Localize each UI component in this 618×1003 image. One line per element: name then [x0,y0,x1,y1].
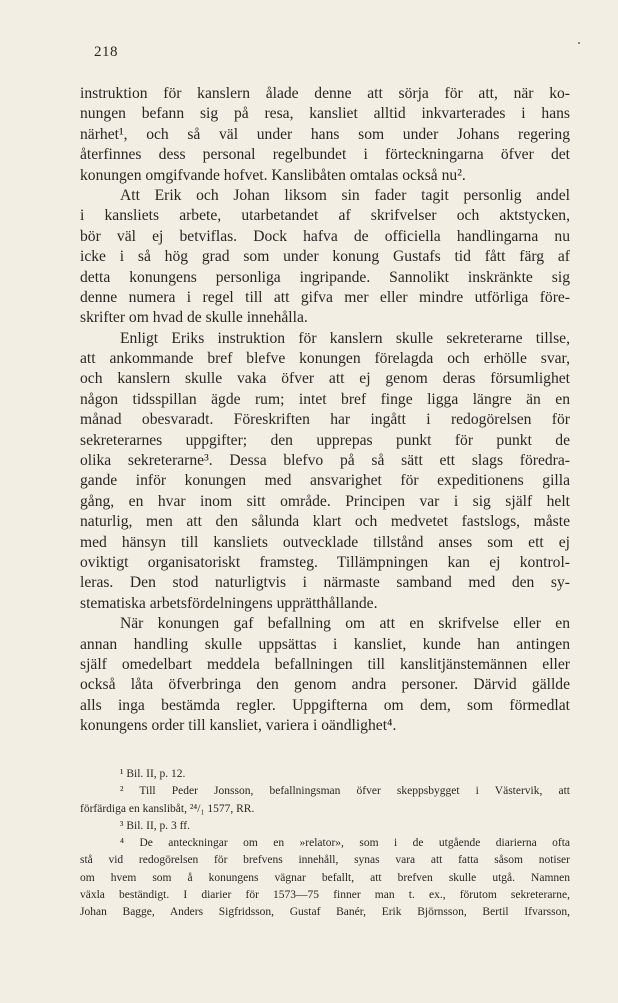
body-line: återfinnes dess personal regelbundet i förteckningarna öfver det [80,146,570,164]
footnotes [80,766,570,922]
page-number: 218 [94,44,118,60]
body-line: konungens order till kansliet, variera i oändlighet⁴. [80,717,397,735]
body-line: icke i så hög grad som under konung Gustafs tid fått färg af [80,248,570,266]
body-line: leras. Den stod naturligtvis i närmaste samband med den sy- [80,574,570,592]
body-line: alls inga bestämda regler. Uppgifterna om dem, som förmedlat [80,696,570,714]
speck [578,42,580,44]
body-line: att ankommande bref blefve konungen förelagda och erhölle svar, [80,350,570,368]
body-line: skrifter om hvad de skulle innehålla. [80,309,308,327]
body-line: detta konungens personliga ingripande. Sannolikt inskränkte sig [80,268,570,286]
footnote-line: ³ Bil. II, p. 3 ff. [120,819,190,832]
body-line: också låta öfverbringa den genom andra personer. Därvid gällde [80,676,570,694]
body-line: själf omedelbart meddela befallningen till kanslitjänstemännen eller [80,655,570,673]
body-line: Att Erik och Johan liksom sin fader tagit personlig andel [120,186,570,204]
body-line: gång, en hvar inom sitt område. Principen var i sig själf helt [80,492,570,510]
body-line: konungen omgifvande hofvet. Kanslibåten omtalas också nu². [80,166,466,184]
body-line: denne numera i regel till att gifva mer eller mindre utförliga före- [80,288,570,306]
body-text [80,84,570,737]
footnote-line: ² Till Peder Jonsson, befallningsman öfver skeppsbygget i Västervik, att [120,785,570,798]
body-line: När konungen gaf befallning om att en skrifvelse eller en [120,615,570,633]
body-line: bör väl ej betviflas. Dock hafva de officiella handlingarna nu [80,227,570,245]
body-line: olika sekreterarne³. Dessa blefvo på så sätt ett slags föredra- [80,452,570,470]
body-line: närhet¹, och så väl under hans som under Johans regering [80,125,570,143]
body-line: i kansliets arbete, utarbetandet af skrifvelser och aktstycken, [80,207,570,225]
body-line: instruktion för kanslern ålade denne att sörja för att, när ko- [80,85,570,102]
body-line: sekreterarnes uppgifter; den upprepas punkt för punkt de [80,431,570,449]
body-line: månad obesvaradt. Föreskriften har ingått i redogörelsen för [80,411,570,429]
footnote-line: Johan Bagge, Anders Sigfridsson, Gustaf Banér, Erik Björnsson, Bertil Ifvarsson, [80,906,570,919]
body-line: någon tidsspillan ägde rum; intet bref finge ligga längre än en [80,390,570,408]
body-line: Enligt Eriks instruktion för kanslern skulle sekreterarne tillse, [120,329,570,347]
body-line: naturlig, men att den sålunda klart och medvetet fastslogs, måste [80,513,570,531]
body-line: oviktigt organisatoriskt framsteg. Tillämpningen kan ej kontrol- [80,553,570,571]
footnote-line: ⁴ De anteckningar om en »relator», som i de utgående diarierna ofta [120,837,570,850]
footnote-line: ¹ Bil. II, p. 12. [120,768,186,780]
body-line: och kanslern skulle vaka öfver att ej genom deras försumlighet [80,370,570,388]
footnote-line: stå vid redogörelsen för brefvens innehåll, synas vara att fatta såsom notiser [80,854,570,867]
body-line: stematiska arbetsfördelningens upprätthållande. [80,594,378,612]
body-line: nungen befann sig på resa, kansliet alltid inkvarterades i hans [80,105,570,123]
footnote-line: växla beständigt. I diarier för 1573—75 finner man t. ex., förutom sekreterarne, [80,889,570,902]
footnote-line: om hvem som å konungens vägnar befallt, att brefven skulle utgå. Namnen [80,871,570,884]
footnote-line: förfärdiga en kanslibåt, ²⁴/₁ 1577, RR. [80,802,255,815]
body-line: annan handling skulle uppsättas i kansliet, kunde han antingen [80,635,570,653]
body-line: med hänsyn till kansliets outvecklade tillstånd anses som ett ej [80,533,570,551]
body-line: gande inför konungen med ansvarighet för expeditionens gilla [80,472,570,490]
